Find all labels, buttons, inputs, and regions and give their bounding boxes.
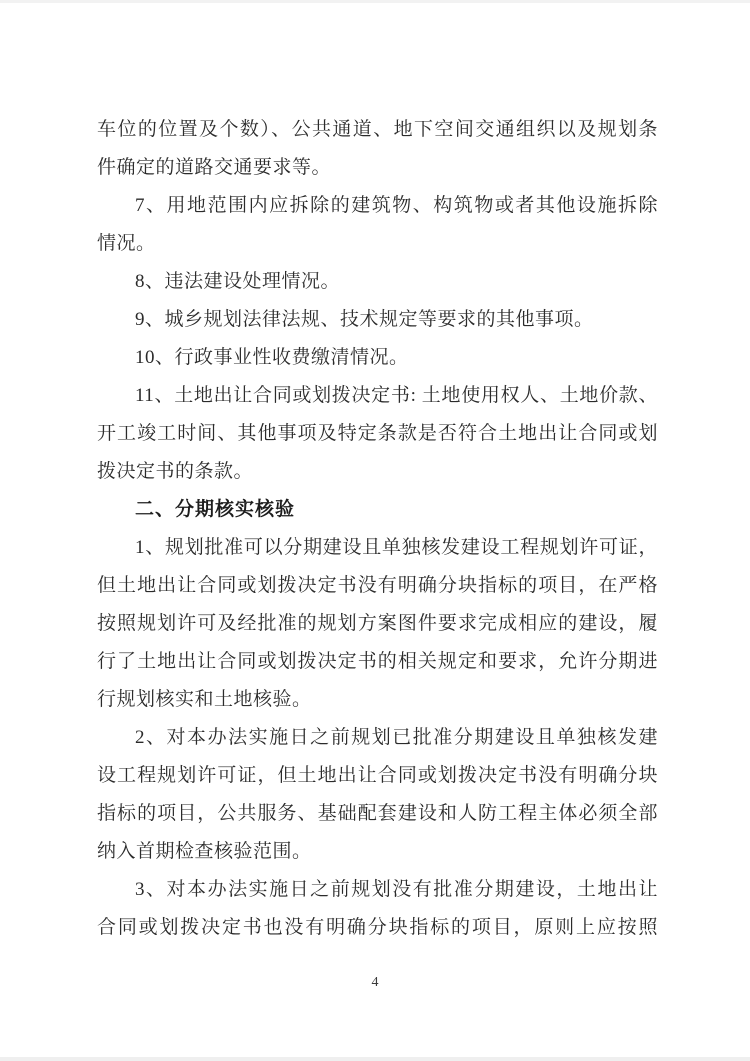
text-line: 11、土地出让合同或划拨决定书: 土地使用权人、土地价款、	[135, 385, 658, 406]
text-line: 9、城乡规划法律法规、技术规定等要求的其他事项。	[135, 309, 594, 330]
text-line: 开工竣工时间、其他事项及特定条款是否符合土地出让合同或划	[97, 423, 658, 444]
page-number: 4	[371, 975, 379, 990]
text-line: 8、违法建设处理情况。	[135, 271, 341, 292]
text-line: 件确定的道路交通要求等。	[97, 157, 332, 178]
text-line: 纳入首期检查核验范围。	[97, 841, 312, 862]
section-heading: 二、分期核实核验	[135, 499, 296, 520]
text-line: 指标的项目，公共服务、基础配套建设和人防工程主体必须全部	[97, 803, 658, 824]
text-line: 3、对本办法实施日之前规划没有批准分期建设，土地出让	[135, 879, 658, 900]
text-line: 设工程规划许可证，但土地出让合同或划拨决定书没有明确分块	[97, 765, 658, 786]
text-line: 行了土地出让合同或划拨决定书的相关规定和要求，允许分期进	[97, 651, 658, 672]
text-line: 2、对本办法实施日之前规划已批准分期建设且单独核发建	[135, 727, 658, 748]
document-body	[97, 111, 658, 947]
text-line: 但土地出让合同或划拨决定书没有明确分块指标的项目，在严格	[97, 575, 658, 596]
text-line: 7、用地范围内应拆除的建筑物、构筑物或者其他设施拆除	[135, 195, 658, 216]
scan-edge-top	[0, 0, 750, 3]
text-line: 10、行政事业性收费缴清情况。	[135, 347, 409, 368]
text-line: 情况。	[97, 233, 156, 254]
text-line: 行规划核实和土地核验。	[97, 689, 312, 710]
text-line: 合同或划拨决定书也没有明确分块指标的项目，原则上应按照	[97, 917, 658, 938]
scan-edge-bottom	[0, 1057, 750, 1061]
text-line: 按照规划许可及经批准的规划方案图件要求完成相应的建设，履	[97, 613, 658, 634]
text-line: 1、规划批准可以分期建设且单独核发建设工程规划许可证，	[135, 537, 658, 558]
text-line: 车位的位置及个数）、公共通道、地下空间交通组织以及规划条	[97, 119, 658, 140]
text-line: 拨决定书的条款。	[97, 461, 254, 482]
